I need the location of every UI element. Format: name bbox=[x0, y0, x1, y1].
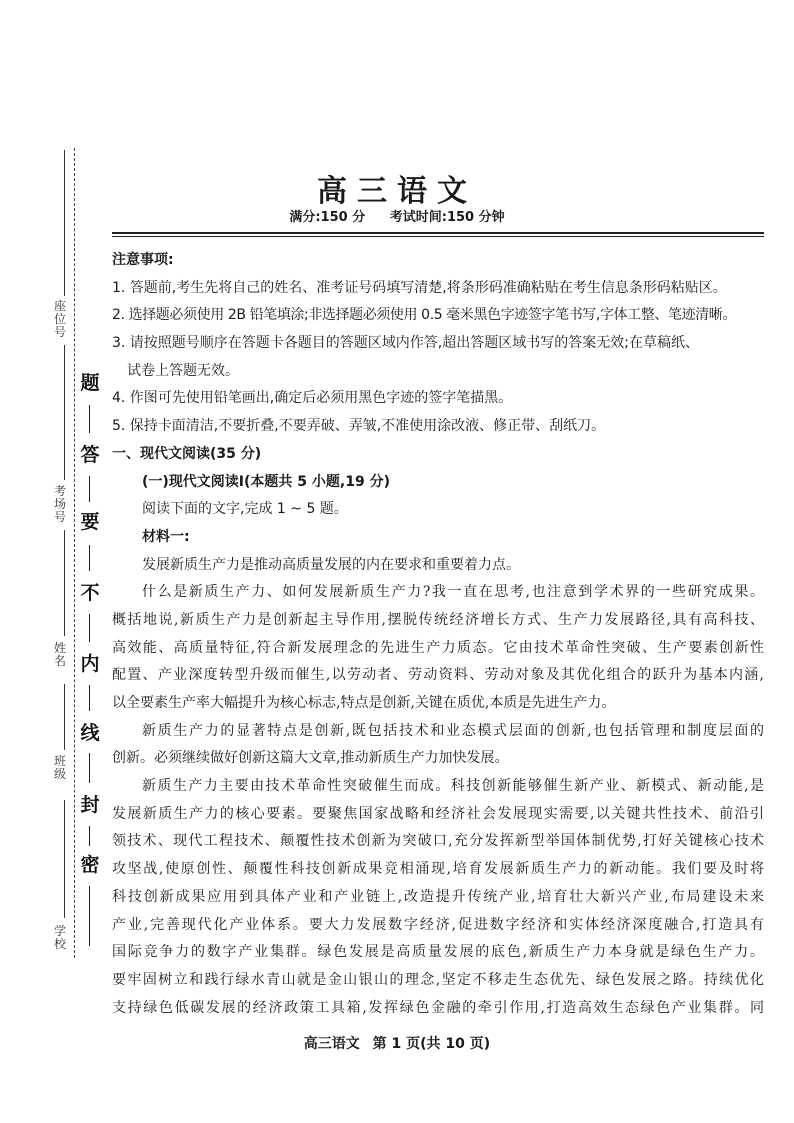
seal-char: 内 bbox=[80, 653, 100, 675]
passage-line: 产业,完善现代化产业体系。要大力发展数字经济,促进数字经济和实体经济深度融合,打造具有 bbox=[112, 916, 764, 933]
passage-line: 支持绿色低碳发展的经济政策工具箱,发挥绿色金融的牵引作用,打造高效生态绿色产业集群。同 bbox=[112, 999, 764, 1016]
seal-line bbox=[89, 614, 90, 642]
passage-line: 以全要素生产率大幅提升为核心标志,特点是创新,关键在质优,本质是先进生产力。 bbox=[112, 695, 616, 711]
school-line bbox=[64, 800, 65, 918]
label-text: 姓名 bbox=[53, 641, 66, 668]
section-title: 一、现代文阅读(35 分) bbox=[112, 445, 262, 462]
passage-line: 领技术、现代工程技术、颠覆性技术创新为突破口,充分发挥新型举国体制优势,打好关键核心技术 bbox=[112, 833, 764, 850]
exam-info bbox=[0, 206, 794, 225]
class-label bbox=[50, 755, 70, 781]
seal-line bbox=[89, 753, 90, 783]
notice-item: 3. 请按照题号顺序在答题卡各题目的答题区域内作答,超出答题区域书写的答案无效;在草稿纸、 bbox=[112, 335, 699, 352]
instruction: 阅读下面的文字,完成 1 ~ 5 题。 bbox=[142, 501, 348, 518]
header-rule bbox=[112, 232, 764, 234]
page-footer bbox=[0, 1033, 794, 1053]
full-score: 满分:150 分 bbox=[289, 210, 366, 225]
footer-subject: 高三语文 bbox=[303, 1036, 360, 1052]
label-text: 学校 bbox=[53, 924, 66, 951]
exam-time: 考试时间:150 分钟 bbox=[389, 210, 505, 225]
notice-item: 4. 作图可先使用铅笔画出,确定后必须用黑色字迹的签字笔描黑。 bbox=[112, 390, 513, 407]
seal-line bbox=[89, 826, 90, 846]
passage-line: 要牢固树立和践行绿水青山就是金山银山的理念,坚定不移走生态优先、绿色发展之路。持续优化 bbox=[112, 971, 764, 988]
seal-char: 题 bbox=[80, 372, 100, 394]
header-rule-thin bbox=[112, 236, 764, 237]
notice-heading: 注意事项: bbox=[112, 252, 174, 268]
school-label bbox=[50, 925, 70, 951]
page-number: 第 1 页(共 10 页) bbox=[372, 1036, 491, 1052]
passage-line: 新质生产力主要由技术革命性突破催生而成。科技创新能够催生新产业、新模式、新动能,是 bbox=[142, 778, 764, 795]
notice-item: 5. 保持卡面清洁,不要折叠,不要弄破、弄皱,不准使用涂改液、修正带、刮纸刀。 bbox=[112, 418, 606, 435]
passage-line: 国际竞争力的数字产业集群。绿色发展是高质量发展的底色,新质生产力本身就是绿色生产力。 bbox=[112, 944, 764, 961]
label-text: 考场号 bbox=[53, 484, 66, 524]
passage-line: 配置、产业深度转型升级而催生,以劳动者、劳动资料、劳动对象及其优化组合的跃升为基本内涵, bbox=[112, 667, 764, 684]
seal-line bbox=[89, 476, 90, 502]
passage-line: 新质生产力的显著特点是创新,既包括技术和业态模式层面的创新,也包括管理和制度层面的 bbox=[142, 722, 764, 739]
passage-line: 什么是新质生产力、如何发展新质生产力?我一直在思考,也注意到学术界的一些研究成果。 bbox=[142, 584, 764, 601]
label-text: 座位号 bbox=[53, 299, 66, 339]
passage-line: 概括地说,新质生产力是创新起主导作用,摆脱传统经济增长方式、生产力发展路径,具有高科技、 bbox=[112, 611, 764, 628]
notice-item: 1. 答题前,考生先将自己的姓名、准考证号码填写清楚,将条形码准确粘贴在考生信息条形码粘贴区。 bbox=[112, 279, 727, 296]
seal-line bbox=[89, 545, 90, 571]
passage-line: 高效能、高质量特征,符合新发展理念的先进生产力质态。它由技术革命性突破、生产要素创新性 bbox=[112, 639, 764, 656]
label-text: 班级 bbox=[53, 754, 66, 781]
exam-room-label bbox=[50, 485, 70, 524]
seal-line bbox=[89, 405, 90, 433]
class-line bbox=[64, 684, 65, 750]
exam-room-line bbox=[64, 345, 65, 480]
seal-char: 封 bbox=[80, 794, 100, 816]
binding-dashed-line bbox=[74, 148, 75, 958]
page-content bbox=[112, 247, 764, 1022]
seal-char: 答 bbox=[80, 444, 100, 466]
name-label bbox=[50, 642, 70, 668]
notice-item: 试卷上答题无效。 bbox=[127, 362, 239, 379]
notice-item: 2. 选择题必须使用 2B 铅笔填涂;非选择题必须使用 0.5 毫米黑色字迹签字笔书写,字体工整、笔迹清晰。 bbox=[112, 307, 736, 324]
passage-line: 创新。必须继续做好创新这篇大文章,推动新质生产力加快发展。 bbox=[112, 750, 509, 767]
passage-line: 发展新质生产力是推动高质量发展的内在要求和重要着力点。 bbox=[142, 556, 520, 573]
seal-line bbox=[89, 685, 90, 711]
seat-number-label bbox=[50, 300, 70, 339]
seal-line bbox=[89, 886, 90, 946]
seal-char: 要 bbox=[80, 511, 100, 533]
seal-char: 密 bbox=[80, 854, 100, 876]
section-subtitle: (一)现代文阅读Ⅰ(本题共 5 小题,19 分) bbox=[142, 473, 390, 490]
material-label: 材料一: bbox=[142, 528, 190, 545]
passage-line: 科技创新成果应用到具体产业和产业链上,改造提升传统产业,培育壮大新兴产业,布局建设未来 bbox=[112, 888, 764, 905]
passage-line: 发展新质生产力的核心要素。要聚焦国家战略和经济社会发展现实需要,以关键共性技术、前沿引 bbox=[112, 805, 764, 822]
seal-char: 线 bbox=[80, 722, 100, 744]
page-title: 高三语文 bbox=[317, 174, 477, 209]
name-line bbox=[64, 530, 65, 636]
seal-char: 不 bbox=[80, 582, 100, 604]
passage-line: 攻坚战,使原创性、颠覆性科技创新成果竞相涌现,培育发展新质生产力的新动能。我们要及时将 bbox=[112, 861, 764, 878]
